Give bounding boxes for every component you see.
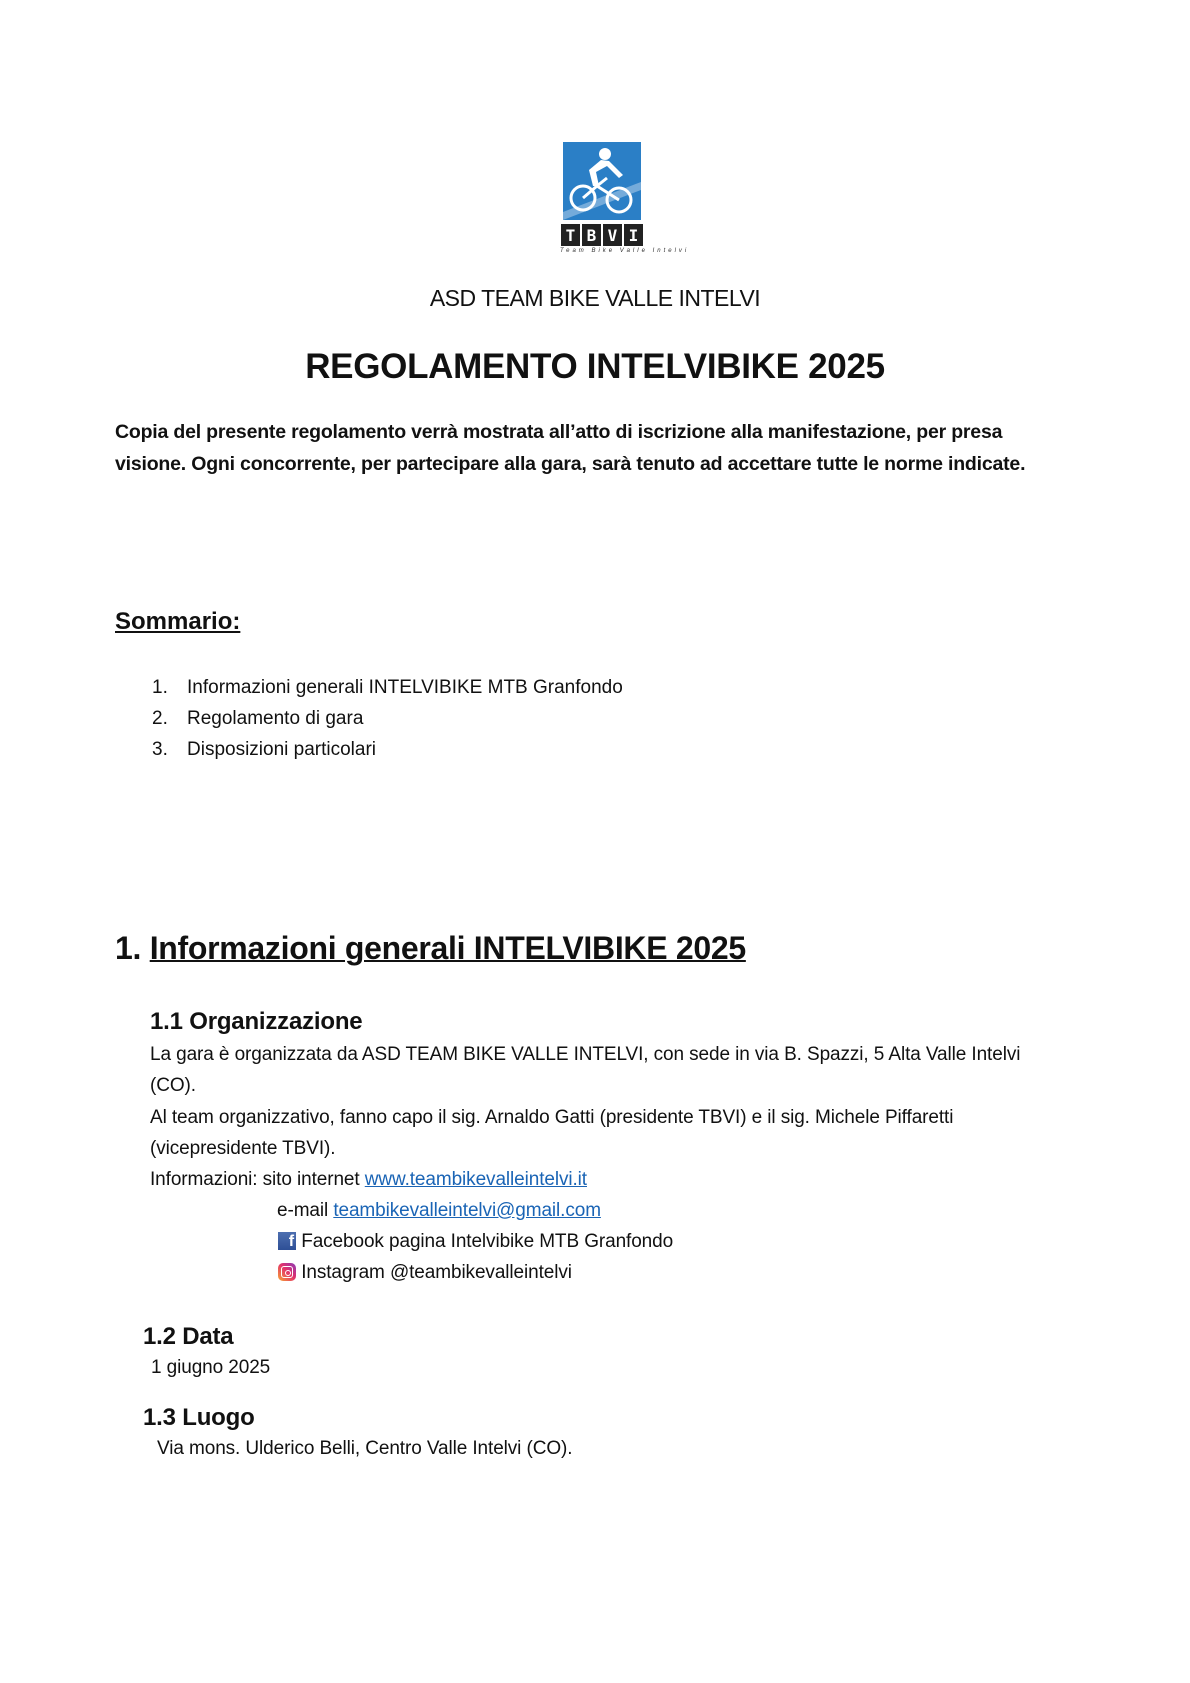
event-location: Via mons. Ulderico Belli, Centro Valle Intelvi (CO). (157, 1438, 573, 1459)
email-link[interactable]: teambikevalleintelvi@gmail.com (333, 1200, 601, 1221)
website-line (150, 1169, 587, 1191)
instagram-text: Instagram @teambikevalleintelvi (301, 1262, 572, 1283)
logo-letters (560, 224, 644, 248)
organization-name: ASD TEAM BIKE VALLE INTELVI (429, 285, 761, 311)
toc-item-2[interactable]: Regolamento di gara (187, 708, 364, 729)
intro-paragraph-line: visione. Ogni concorrente, per partecipare alla gara, sarà tenuto ad accettare tutte le norme indicate. (115, 453, 1026, 475)
tbvi-logo (560, 142, 690, 260)
email-label: e-mail (277, 1200, 334, 1221)
organizzazione-line: (vicepresidente TBVI). (150, 1138, 336, 1159)
instagram-icon (278, 1263, 296, 1281)
intro-paragraph-line: Copia del presente regolamento verrà mostrata all’atto di iscrizione alla manifestazione, per presa (115, 421, 1003, 443)
subsection-data-heading: 1.2 Data (143, 1323, 234, 1350)
website-link[interactable]: www.teambikevalleintelvi.it (364, 1169, 587, 1190)
toc-item-number: 1. (152, 677, 168, 698)
toc-item-number: 3. (152, 739, 168, 760)
logo-letter: T (561, 224, 580, 246)
document-title: REGOLAMENTO INTELVIBIKE 2025 (305, 347, 885, 386)
website-label: Informazioni: sito internet (150, 1169, 365, 1190)
logo-letter: V (603, 224, 622, 246)
logo-subtitle: Team Bike Valle Intelvi (560, 248, 690, 254)
organizzazione-line: Al team organizzativo, fanno capo il sig. Arnaldo Gatti (presidente TBVI) e il sig. Michele Piffaretti (150, 1107, 954, 1128)
section-1-number: 1. (115, 930, 142, 966)
summary-heading: Sommario: (115, 608, 241, 635)
section-1-heading (115, 930, 746, 967)
logo-letter: B (582, 224, 601, 246)
toc-item-number: 2. (152, 708, 168, 729)
event-date: 1 giugno 2025 (151, 1357, 271, 1378)
facebook-line[interactable] (278, 1231, 673, 1253)
subsection-organizzazione-heading: 1.1 Organizzazione (150, 1008, 363, 1035)
facebook-icon: f (278, 1232, 296, 1250)
logo-letter: I (624, 224, 643, 246)
toc-item-1[interactable]: Informazioni generali INTELVIBIKE MTB Granfondo (187, 677, 623, 698)
organizzazione-line: (CO). (150, 1075, 196, 1096)
email-line (277, 1200, 601, 1222)
toc-item-3[interactable]: Disposizioni particolari (187, 739, 377, 760)
organizzazione-line: La gara è organizzata da ASD TEAM BIKE VALLE INTELVI, con sede in via B. Spazzi, 5 Alta Valle Intelvi (150, 1044, 1021, 1065)
facebook-text: Facebook pagina Intelvibike MTB Granfondo (301, 1231, 674, 1252)
section-1-title: Informazioni generali INTELVIBIKE 2025 (149, 930, 746, 966)
instagram-line[interactable] (278, 1262, 572, 1284)
cyclist-logo-icon (563, 142, 641, 220)
subsection-luogo-heading: 1.3 Luogo (143, 1404, 255, 1431)
